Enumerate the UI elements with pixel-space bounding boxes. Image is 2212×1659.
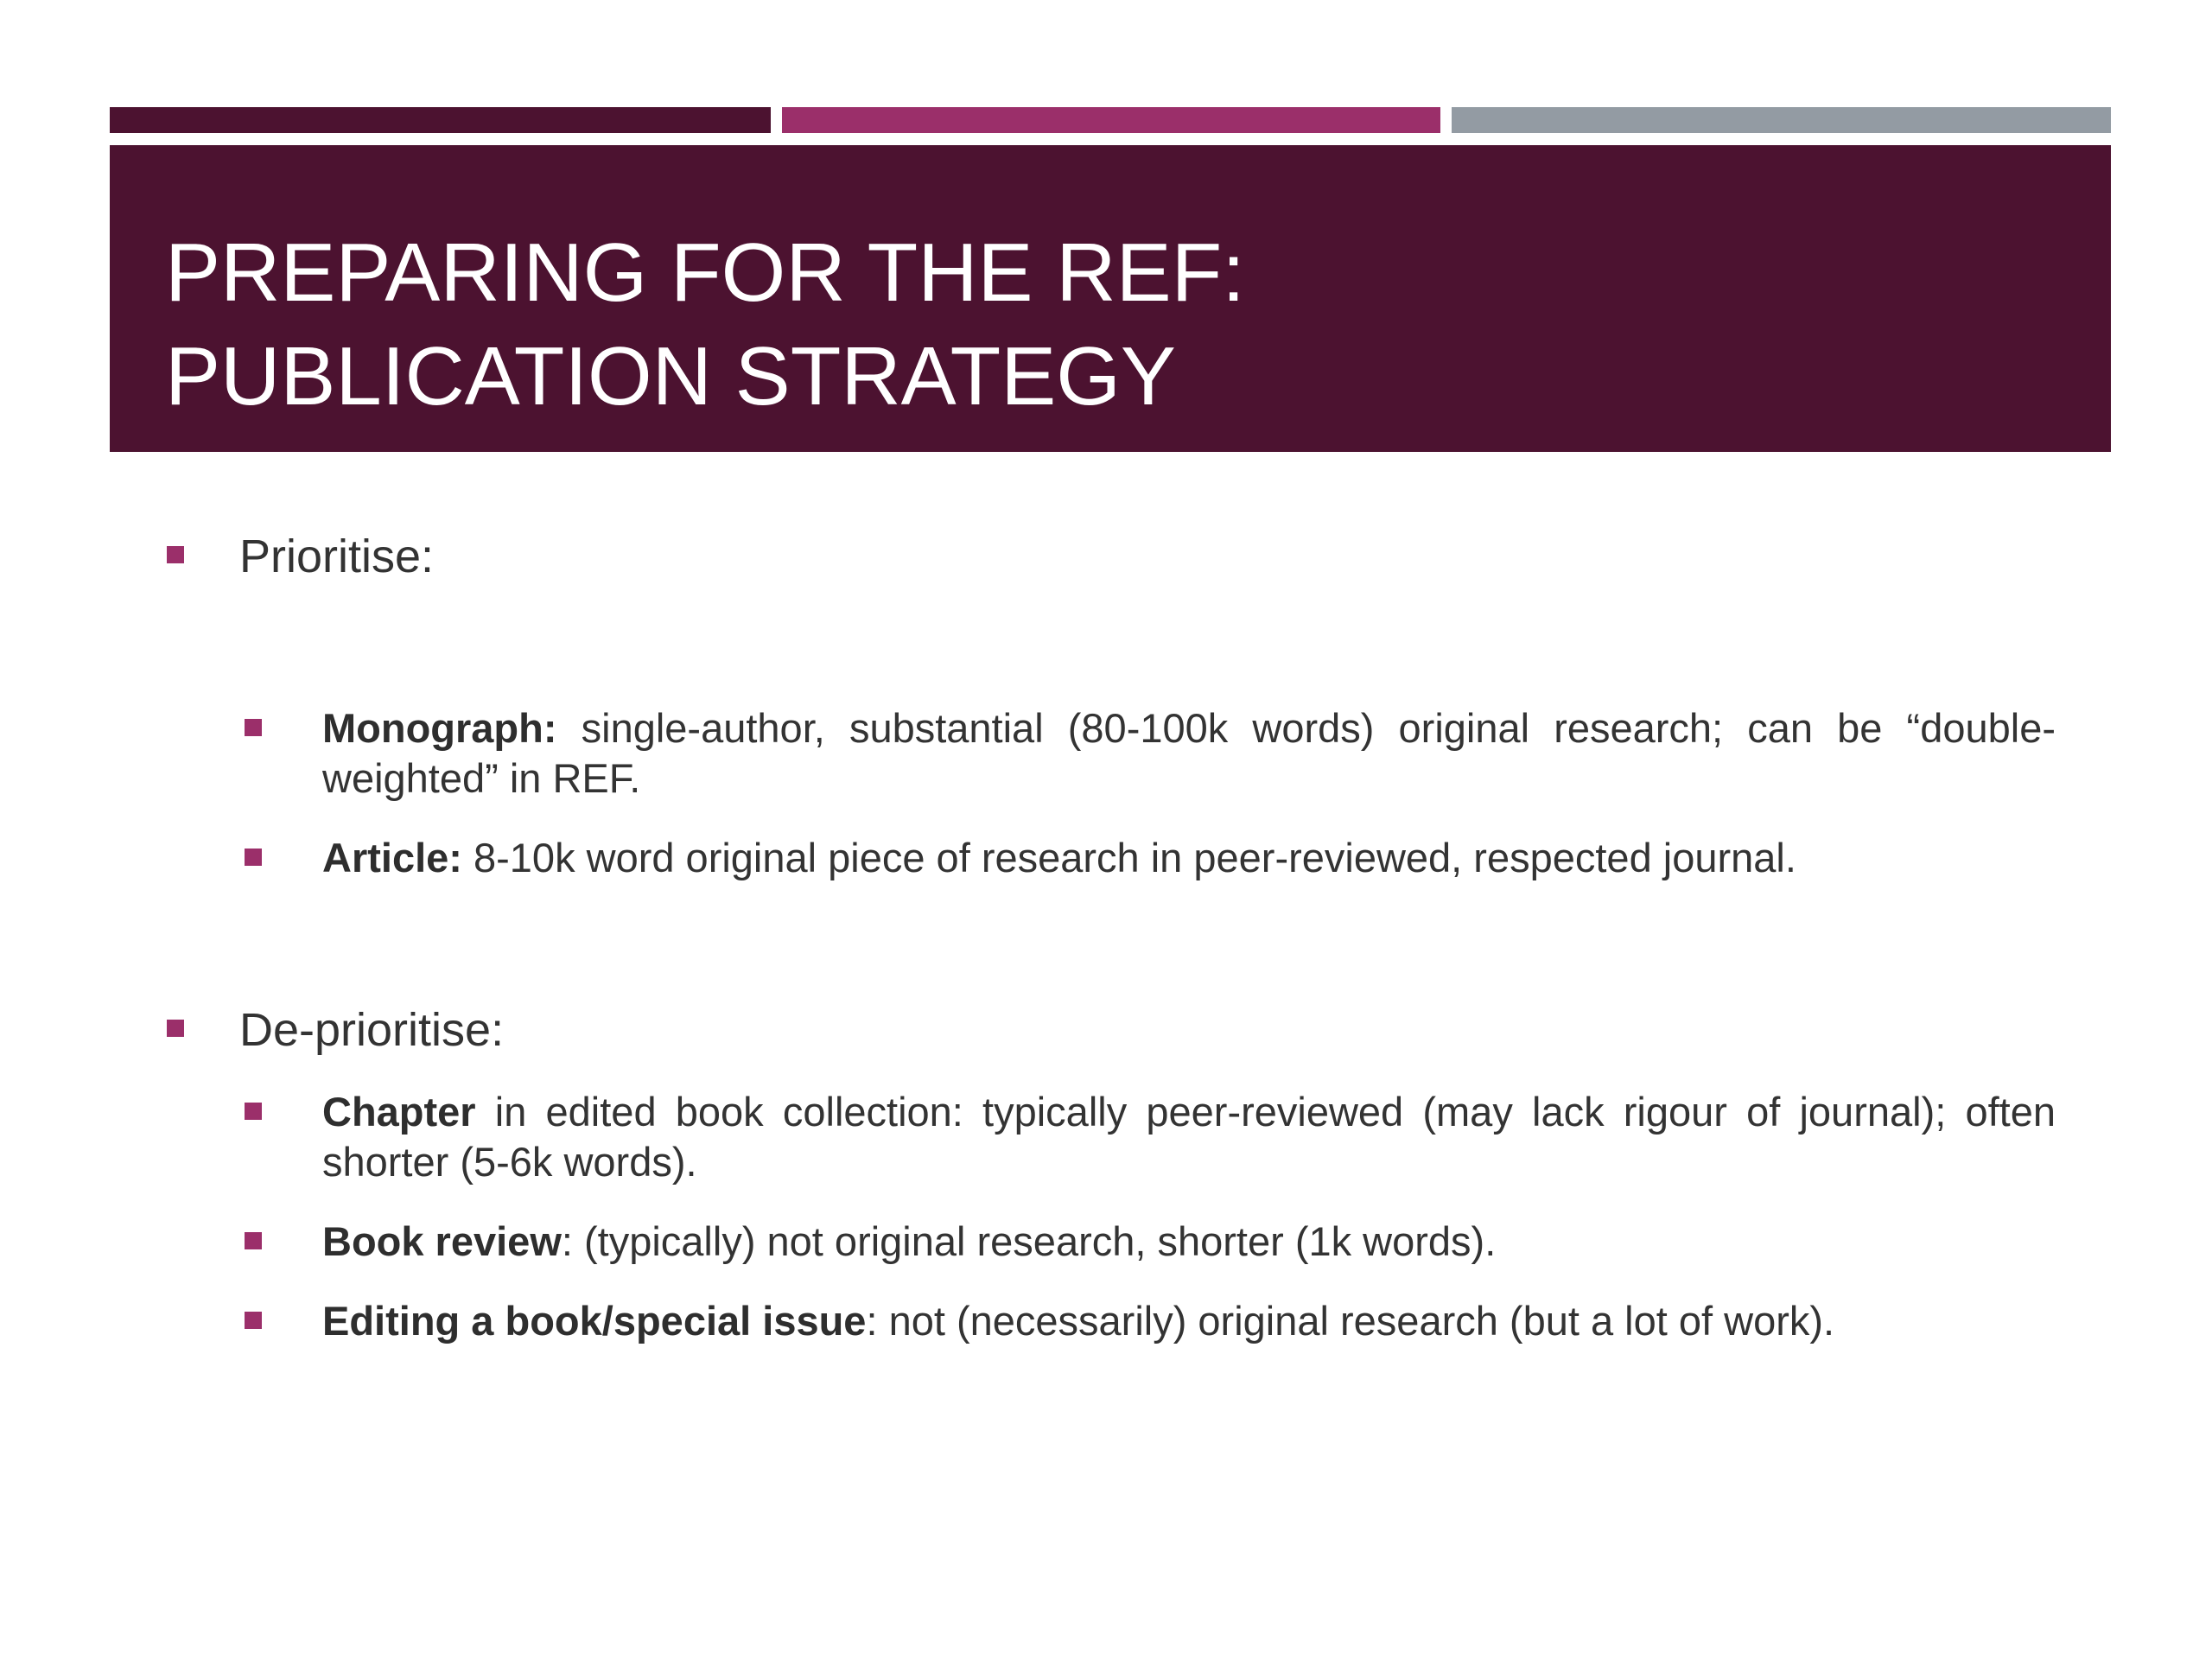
square-bullet-icon <box>167 1020 184 1037</box>
list-item-description: : not (necessarily) original research (but a lot of work). <box>866 1298 1835 1344</box>
list-item-term: Article: <box>322 835 462 880</box>
list-item-text <box>322 1217 1496 1267</box>
section-label: De-prioritise: <box>239 1004 505 1056</box>
accent-bar-magenta <box>782 107 1440 133</box>
list-item-description: single-author, substantial (80-100k words) original research; can be “double-weighted” in REF. <box>322 705 2056 801</box>
list-item-term: Editing a book/special issue <box>322 1298 867 1344</box>
list-item-editing <box>245 1296 2059 1346</box>
list-item-book-review <box>245 1217 2059 1267</box>
accent-bar-primary <box>110 107 771 133</box>
title-band <box>110 145 2111 452</box>
list-item-chapter <box>245 1087 2059 1187</box>
list-item-description: in edited book collection: typically peer-reviewed (may lack rigour of journal); often shorter (5-6k words). <box>322 1089 2056 1185</box>
list-item-text <box>322 1087 2056 1187</box>
list-item-description: 8-10k word original piece of research in peer-reviewed, respected journal. <box>461 835 1796 880</box>
list-item-term: Book review <box>322 1218 562 1264</box>
accent-bar-gray <box>1452 107 2111 133</box>
square-bullet-icon <box>167 546 184 563</box>
section-prioritise <box>167 529 2068 584</box>
section-de-prioritise <box>167 1002 2068 1058</box>
list-item-description: : (typically) not original research, shorter (1k words). <box>561 1218 1497 1264</box>
title-line-2: PUBLICATION STRATEGY <box>165 330 1176 423</box>
list-item-monograph <box>245 703 2059 804</box>
title-line-1: PREPARING FOR THE REF: <box>165 226 1245 319</box>
list-item-text <box>322 703 2056 804</box>
section-label: Prioritise: <box>239 531 435 582</box>
list-item-text <box>322 833 1796 883</box>
list-item-term: Monograph: <box>322 705 557 751</box>
square-bullet-icon <box>245 719 262 736</box>
square-bullet-icon <box>245 1232 262 1249</box>
list-item-article <box>245 833 2059 883</box>
list-item-text <box>322 1296 1834 1346</box>
list-item-term: Chapter <box>322 1089 476 1135</box>
square-bullet-icon <box>245 849 262 866</box>
square-bullet-icon <box>245 1103 262 1120</box>
square-bullet-icon <box>245 1312 262 1329</box>
